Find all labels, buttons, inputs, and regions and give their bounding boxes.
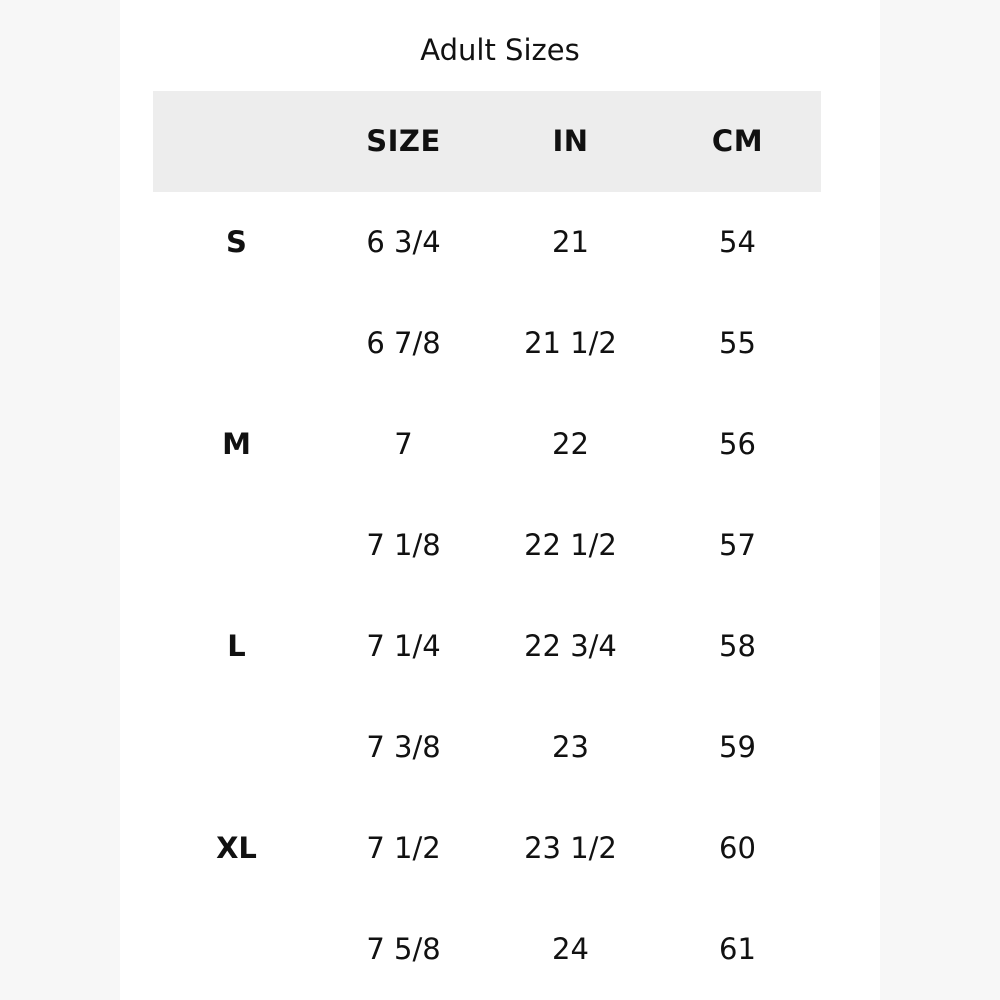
size-value: 6 3/4	[366, 225, 441, 259]
size-label: XL	[216, 831, 257, 865]
size-value: 7 3/8	[366, 730, 441, 764]
size-value: 7 5/8	[366, 932, 441, 966]
size-label	[153, 495, 320, 596]
header-cm: CM	[711, 124, 764, 158]
table-row	[153, 394, 821, 495]
chart-title: Adult Sizes	[420, 33, 580, 67]
size-value: 7 1/2	[366, 831, 441, 865]
size-label: M	[222, 427, 251, 461]
table-row	[153, 192, 821, 293]
cm-value: 61	[719, 932, 756, 966]
table-row	[153, 899, 821, 1000]
inches-value: 24	[552, 932, 589, 966]
header-label-cell	[153, 91, 320, 192]
cm-value: 59	[719, 730, 756, 764]
cm-value: 55	[719, 326, 756, 360]
inches-value: 22 1/2	[524, 528, 617, 562]
cm-value: 57	[719, 528, 756, 562]
size-label: S	[226, 225, 247, 259]
table-header	[153, 91, 821, 192]
table-row	[153, 596, 821, 697]
cm-value: 54	[719, 225, 756, 259]
size-value: 7 1/8	[366, 528, 441, 562]
inches-value: 21 1/2	[524, 326, 617, 360]
inches-value: 23	[552, 730, 589, 764]
table-row	[153, 798, 821, 899]
size-label	[153, 293, 320, 394]
table-row	[153, 495, 821, 596]
table-row	[153, 293, 821, 394]
header-in: IN	[552, 124, 589, 158]
size-value: 7	[394, 427, 413, 461]
size-label	[153, 899, 320, 1000]
table-row	[153, 697, 821, 798]
cm-value: 60	[719, 831, 756, 865]
inches-value: 23 1/2	[524, 831, 617, 865]
cm-value: 58	[719, 629, 756, 663]
inches-value: 22	[552, 427, 589, 461]
cm-value: 56	[719, 427, 756, 461]
size-value: 7 1/4	[366, 629, 441, 663]
table-body	[153, 192, 821, 1000]
size-value: 6 7/8	[366, 326, 441, 360]
size-label	[153, 697, 320, 798]
header-size: SIZE	[366, 124, 441, 158]
size-label: L	[227, 629, 246, 663]
inches-value: 21	[552, 225, 589, 259]
inches-value: 22 3/4	[524, 629, 617, 663]
